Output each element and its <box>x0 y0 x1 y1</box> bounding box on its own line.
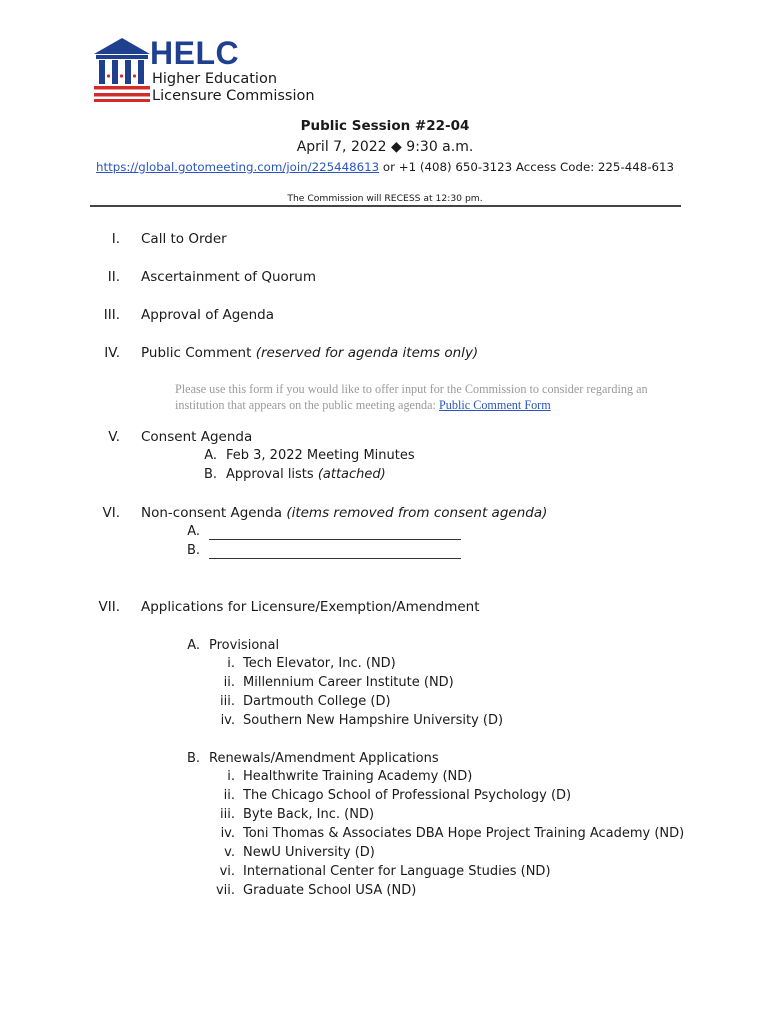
phone-access: or +1 (408) 650-3123 Access Code: 225-448-613 <box>382 160 674 174</box>
item-quorum: Ascertainment of Quorum <box>141 269 317 285</box>
sub-approval-lists <box>226 467 386 482</box>
sub-provisional: Provisional <box>209 638 280 653</box>
list-item-number: i. <box>227 769 235 784</box>
item-number: VI. <box>102 505 120 521</box>
list-item-renewal: International Center for Language Studies (ND) <box>243 864 551 879</box>
blank-line <box>209 544 461 563</box>
logo-line-2: Licensure Commission <box>152 88 315 104</box>
session-date: April 7, 2022 <box>296 139 387 155</box>
meeting-link[interactable]: https://global.gotomeeting.com/join/225448613 <box>96 160 380 174</box>
list-item-number: vi. <box>219 864 235 879</box>
note-text: Please use this form if you would like to offer input for the Commission to consider regarding an institution that appears on the public meeting agenda: <box>175 382 648 412</box>
list-item-provisional: Millennium Career Institute (ND) <box>243 675 454 690</box>
public-comment-note <box>175 381 685 413</box>
header-divider <box>90 205 681 207</box>
list-item-renewal: The Chicago School of Professional Psychology (D) <box>243 788 572 803</box>
item-number: III. <box>103 307 120 323</box>
list-item-renewal: Byte Back, Inc. (ND) <box>243 807 375 822</box>
session-time: 9:30 a.m. <box>406 139 474 155</box>
item-approval-agenda: Approval of Agenda <box>141 307 275 323</box>
item-qualifier: (items removed from consent agenda) <box>286 505 548 521</box>
sub-letter: B. <box>203 467 217 482</box>
session-date-time <box>0 139 770 155</box>
helc-logo-icon <box>92 38 152 102</box>
item-number: V. <box>108 429 120 445</box>
list-item-renewal: Healthwrite Training Academy (ND) <box>243 769 473 784</box>
public-comment-form-link[interactable]: Public Comment Form <box>439 398 551 412</box>
item-number: I. <box>111 231 120 247</box>
list-item-number: iv. <box>220 713 235 728</box>
sub-letter: A. <box>187 638 200 653</box>
item-non-consent-agenda <box>141 505 547 521</box>
sub-meeting-minutes: Feb 3, 2022 Meeting Minutes <box>226 448 415 463</box>
item-call-to-order: Call to Order <box>141 231 227 247</box>
list-item-renewal: Toni Thomas & Associates DBA Hope Project Training Academy (ND) <box>243 826 685 841</box>
list-item-provisional: Dartmouth College (D) <box>243 694 391 709</box>
list-item-renewal: NewU University (D) <box>243 845 375 860</box>
list-item-number: vii. <box>215 883 235 898</box>
logo-acronym: HELC <box>150 35 240 71</box>
item-number: VII. <box>98 599 120 615</box>
item-number: IV. <box>104 345 120 361</box>
sub-renewals: Renewals/Amendment Applications <box>209 751 439 766</box>
item-public-comment <box>141 345 478 361</box>
item-number: II. <box>107 269 120 285</box>
list-item-number: ii. <box>223 788 235 803</box>
blank-line <box>209 525 461 544</box>
list-item-number: i. <box>227 656 235 671</box>
list-item-number: iii. <box>220 694 235 709</box>
recess-note: The Commission will RECESS at 12:30 pm. <box>287 193 483 204</box>
conference-line <box>0 160 770 174</box>
list-item-provisional: Tech Elevator, Inc. (ND) <box>243 656 396 671</box>
item-consent-agenda: Consent Agenda <box>141 429 253 445</box>
session-title: Public Session #22-04 <box>300 118 470 134</box>
list-item-provisional: Southern New Hampshire University (D) <box>243 713 504 728</box>
item-label: Non-consent Agenda <box>141 505 283 521</box>
sub-letter: A. <box>204 448 217 463</box>
sub-qualifier: (attached) <box>317 467 386 482</box>
sub-letter: B. <box>186 543 200 558</box>
logo-line-1: Higher Education <box>152 71 278 87</box>
diamond-separator-icon: ◆ <box>391 139 402 155</box>
item-qualifier: (reserved for agenda items only) <box>255 345 479 361</box>
sub-letter: B. <box>186 751 200 766</box>
list-item-number: ii. <box>223 675 235 690</box>
list-item-number: iv. <box>220 826 235 841</box>
item-label: Public Comment <box>141 345 252 361</box>
list-item-renewal: Graduate School USA (ND) <box>243 883 417 898</box>
item-applications: Applications for Licensure/Exemption/Amendment <box>141 599 480 615</box>
sub-letter: A. <box>187 524 200 539</box>
sub-label: Approval lists <box>226 467 314 482</box>
list-item-number: v. <box>224 845 235 860</box>
list-item-number: iii. <box>220 807 235 822</box>
